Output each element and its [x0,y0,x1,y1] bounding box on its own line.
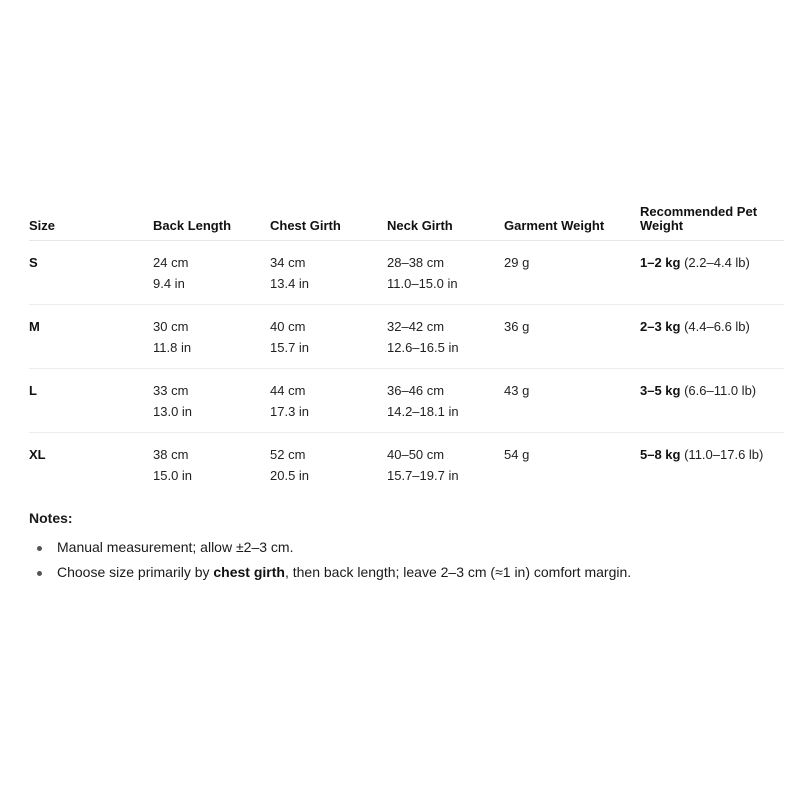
size-cell: L [29,369,153,433]
chest-girth-cell [270,241,387,305]
note-text: Manual measurement; allow ±2–3 cm. [57,539,294,555]
chest-girth-cm: 44 cm [270,383,306,398]
garment-weight-cell: 36 g [504,305,640,369]
back-length-in: 15.0 in [153,468,193,483]
bullet-icon [37,546,42,551]
back-length-cm: 38 cm [153,447,189,462]
table-row [29,241,784,305]
neck-girth-cm: 32–42 cm [387,319,445,334]
neck-girth-cell [387,305,504,369]
chest-girth-cell [270,369,387,433]
neck-girth-cm: 40–50 cm [387,447,445,462]
header-size: Size [29,205,153,241]
size-cell: XL [29,447,46,462]
neck-girth-cell [387,241,504,305]
bullet-icon [37,571,42,576]
recommended-weight-lb: (4.4–6.6 lb) [680,319,750,334]
chest-girth-in: 20.5 in [270,468,310,483]
recommended-weight-kg: 1–2 kg [640,255,681,270]
recommended-weight-kg: 2–3 kg [640,319,681,334]
neck-girth-in: 11.0–15.0 in [387,276,458,291]
back-length-cm: 24 cm [153,255,189,270]
note-text-bold: chest girth [213,564,285,580]
back-length-cm: 33 cm [153,383,189,398]
neck-girth-cm: 28–38 cm [387,255,445,270]
header-recommended-line1: Recommended Pet [640,204,758,219]
neck-girth-cell [387,433,504,497]
recommended-weight-cell [640,369,784,433]
recommended-weight-lb: (11.0–17.6 lb) [680,447,764,462]
neck-girth-in: 12.6–16.5 in [387,340,459,355]
neck-girth-in: 15.7–19.7 in [387,468,459,483]
list-item [29,535,769,560]
header-chest-girth: Chest Girth [270,205,387,241]
recommended-weight-kg: 5–8 kg [640,447,681,462]
header-neck-girth: Neck Girth [387,205,504,241]
chest-girth-cell [270,305,387,369]
table-row [29,433,784,497]
header-recommended-line2: Weight [640,218,684,233]
list-item [29,560,769,585]
table-row [29,369,784,433]
neck-girth-cell [387,369,504,433]
neck-girth-in: 14.2–18.1 in [387,404,459,419]
notes-title: Notes: [29,510,73,526]
back-length-cell [153,369,270,433]
recommended-weight-lb: (6.6–11.0 lb) [680,383,757,398]
header-back-length: Back Length [153,205,270,241]
header-recommended-pet-weight [640,205,784,241]
recommended-weight-cell [640,305,784,369]
garment-weight-cell: 43 g [504,369,640,433]
chest-girth-in: 15.7 in [270,340,310,355]
chest-girth-in: 13.4 in [270,276,310,291]
back-length-cell [153,433,270,497]
chest-girth-cm: 52 cm [270,447,306,462]
note-text-after: , then back length; leave 2–3 cm (≈1 in) comfort margin. [284,564,632,580]
chest-girth-cm: 40 cm [270,319,306,334]
neck-girth-cm: 36–46 cm [387,383,445,398]
chest-girth-in: 17.3 in [270,404,310,419]
garment-weight-cell: 54 g [504,447,530,462]
chest-girth-cm: 34 cm [270,255,306,270]
chest-girth-cell [270,433,387,497]
header-garment-weight: Garment Weight [504,205,640,241]
table-row [29,305,784,369]
back-length-in: 13.0 in [153,404,193,419]
recommended-weight-kg: 3–5 kg [640,383,681,398]
table-header-row [29,205,784,241]
size-cell: M [29,305,153,369]
note-text-before: Choose size primarily by [57,564,214,580]
back-length-cell [153,241,270,305]
recommended-weight-lb: (2.2–4.4 lb) [680,255,750,270]
garment-weight-cell: 29 g [504,241,640,305]
back-length-cm: 30 cm [153,319,189,334]
back-length-in: 9.4 in [153,276,185,291]
notes-list [29,535,769,585]
size-chart-table [29,205,784,496]
recommended-weight-cell [640,241,784,305]
recommended-weight-cell [640,433,784,497]
size-cell: S [29,241,153,305]
back-length-in: 11.8 in [153,340,192,355]
back-length-cell [153,305,270,369]
notes-section [29,510,769,585]
